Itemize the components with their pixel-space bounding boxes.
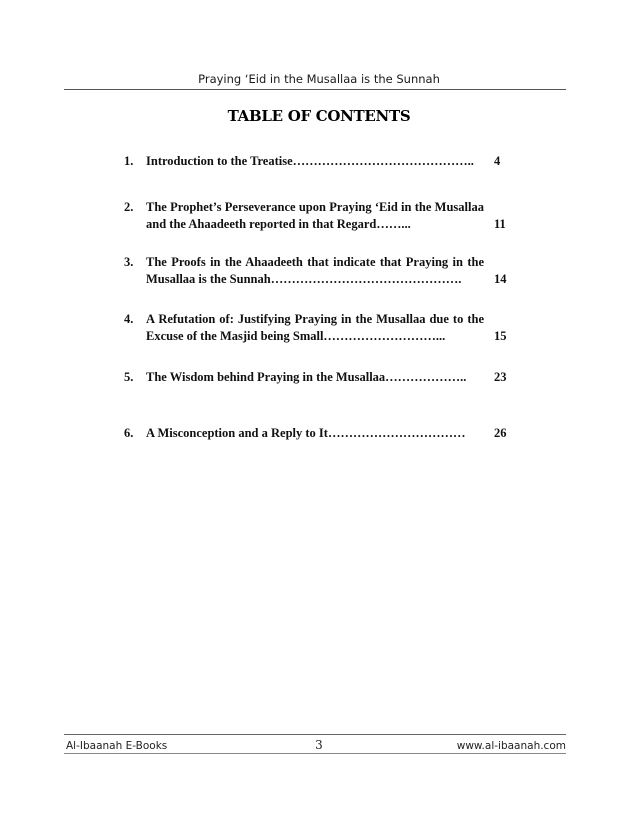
footer-page-number: 3 — [315, 738, 323, 752]
toc-entry-number: 1. — [124, 154, 134, 168]
toc-entry-title: The Proofs in the Ahaadeeth that indicate that Praying in the Musallaa is the Sunnah………………………………………. — [146, 255, 484, 286]
toc-entry-page: 15 — [494, 329, 507, 343]
toc-entry-number: 5. — [124, 370, 134, 384]
toc-entry-page: 26 — [494, 426, 507, 440]
toc-entry-number: 6. — [124, 426, 134, 440]
toc-entry-title: Introduction to the Treatise…………………………………….. — [146, 154, 474, 168]
footer-website[interactable]: www.al-ibaanah.com — [456, 740, 566, 752]
footer-divider — [64, 734, 566, 735]
toc-entry-title: The Prophet’s Perseverance upon Praying ‘Eid in the Musallaa and the Ahaadeeth reported in that Regard……... — [146, 200, 484, 231]
toc-entry-number: 3. — [124, 255, 134, 269]
footer-bottom-divider — [64, 753, 566, 754]
toc-entry-page: 11 — [494, 217, 506, 231]
toc-entry-title: A Misconception and a Reply to It…………………………… — [146, 426, 466, 440]
toc-entry-title: The Wisdom behind Praying in the Musallaa……………….. — [146, 370, 467, 384]
toc-entry-number: 2. — [124, 200, 134, 214]
running-header: Praying ‘Eid in the Musallaa is the Sunnah — [198, 72, 440, 86]
toc-entry-page: 23 — [494, 370, 507, 384]
toc-heading: TABLE OF CONTENTS — [227, 107, 411, 125]
toc-entry-page: 14 — [494, 272, 507, 286]
toc-entry-page: 4 — [494, 154, 501, 168]
toc-entry-number: 4. — [124, 312, 134, 326]
toc-entry-title: A Refutation of: Justifying Praying in the Musallaa due to the Excuse of the Masjid being Small………………………... — [146, 312, 484, 343]
footer-publisher: Al-Ibaanah E-Books — [66, 740, 168, 752]
